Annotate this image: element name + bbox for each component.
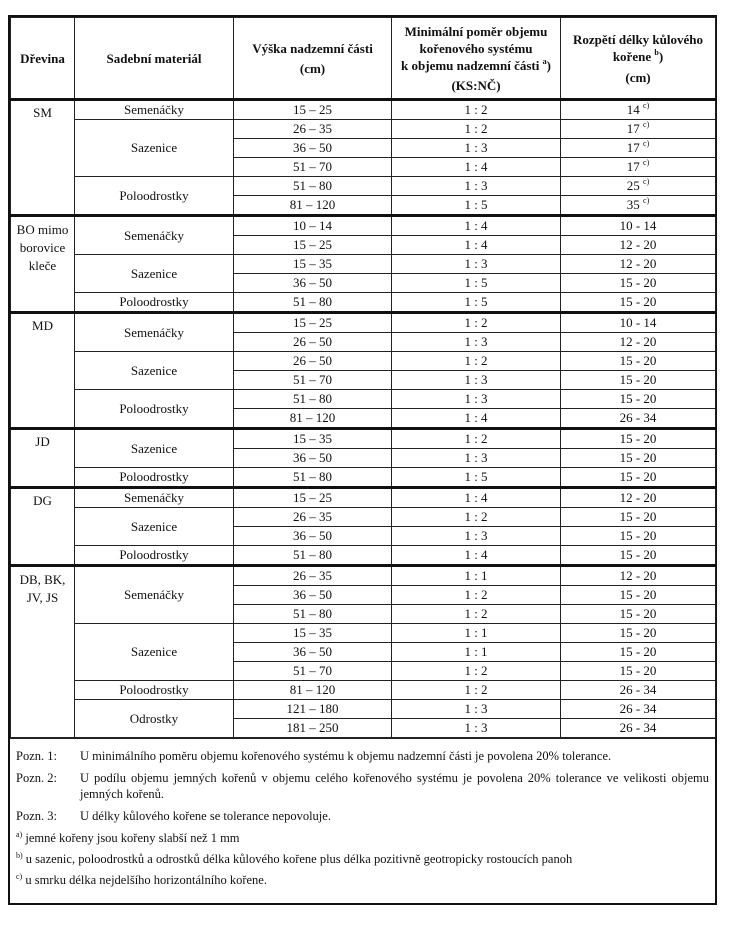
planting-material-cell: Sazenice	[75, 429, 234, 468]
footnote-mark-c: c)	[643, 196, 650, 205]
root-length-cell	[561, 605, 716, 624]
height-cell: 81 – 120	[234, 196, 392, 216]
root-length-value: 15 - 20	[619, 372, 657, 387]
ratio-cell: 1 : 3	[392, 449, 561, 468]
tree-species-cell: SM	[11, 100, 75, 216]
header-row	[11, 18, 716, 100]
footnote-mark-b: b	[654, 47, 659, 57]
ratio-cell: 1 : 5	[392, 293, 561, 313]
header-ratio-paren: )	[546, 57, 551, 73]
height-cell: 36 – 50	[234, 643, 392, 662]
ratio-cell: 1 : 3	[392, 371, 561, 390]
tree-species-cell: JD	[11, 429, 75, 488]
root-length-cell	[561, 293, 716, 313]
root-length-value: 15 - 20	[619, 391, 657, 406]
ratio-cell: 1 : 1	[392, 624, 561, 643]
height-cell: 15 – 35	[234, 255, 392, 274]
root-length-cell	[561, 643, 716, 662]
note-text: U délky kůlového kořene se tolerance nepovoluje.	[80, 809, 331, 823]
ratio-cell: 1 : 5	[392, 196, 561, 216]
ratio-cell: 1 : 2	[392, 605, 561, 624]
table-row	[11, 681, 716, 700]
table-row	[11, 120, 716, 139]
notes-list	[16, 748, 709, 824]
root-length-value: 12 - 20	[619, 334, 657, 349]
root-length-cell	[561, 390, 716, 409]
root-length-cell	[561, 352, 716, 371]
root-length-value: 15 - 20	[619, 644, 657, 659]
height-cell: 51 – 70	[234, 158, 392, 177]
height-cell: 51 – 80	[234, 177, 392, 196]
table-row	[11, 352, 716, 371]
tree-species-cell: BO mimo borovice kleče	[11, 216, 75, 313]
header-ratio-unit: (KS:NČ)	[451, 77, 501, 93]
root-length-value: 17	[626, 159, 640, 174]
footnote-mark-c: c)	[643, 158, 650, 167]
planting-material-cell: Poloodrostky	[75, 681, 234, 700]
table-row	[11, 100, 716, 120]
planting-material-cell: Semenáčky	[75, 100, 234, 120]
footnote-text: u smrku délka nejdelšího horizontálního kořene.	[22, 873, 267, 887]
note-item	[16, 748, 709, 764]
root-length-value: 15 - 20	[619, 509, 657, 524]
root-length-cell	[561, 409, 716, 429]
note-item	[16, 770, 709, 802]
root-length-value: 15 - 20	[619, 469, 657, 484]
root-length-value: 15 - 20	[619, 450, 657, 465]
tree-species-cell: DG	[11, 488, 75, 566]
note-text: U minimálního poměru objemu kořenového systému k objemu nadzemní části je povolena 20% tolerance.	[80, 749, 612, 763]
root-length-value: 25	[626, 178, 640, 193]
height-cell: 15 – 25	[234, 488, 392, 508]
root-length-cell	[561, 120, 716, 139]
ratio-cell: 1 : 2	[392, 508, 561, 527]
note-label: Pozn. 3:	[16, 809, 57, 823]
root-length-value: 15 - 20	[619, 528, 657, 543]
ratio-cell: 1 : 3	[392, 333, 561, 352]
ratio-cell: 1 : 3	[392, 177, 561, 196]
root-length-cell	[561, 333, 716, 352]
root-length-value: 35	[626, 197, 640, 212]
root-ratio-table	[10, 17, 716, 738]
planting-material-cell: Poloodrostky	[75, 390, 234, 429]
root-length-cell	[561, 468, 716, 488]
ratio-cell: 1 : 2	[392, 352, 561, 371]
height-cell: 10 – 14	[234, 216, 392, 236]
footnote-mark: a)	[16, 830, 23, 839]
ratio-cell: 1 : 4	[392, 546, 561, 566]
footnotes-list	[16, 830, 709, 888]
height-cell: 36 – 50	[234, 527, 392, 546]
root-length-value: 15 - 20	[619, 625, 657, 640]
ratio-cell: 1 : 2	[392, 120, 561, 139]
ratio-cell: 1 : 2	[392, 681, 561, 700]
root-length-cell	[561, 546, 716, 566]
ratio-cell: 1 : 2	[392, 100, 561, 120]
root-length-cell	[561, 177, 716, 196]
height-cell: 181 – 250	[234, 719, 392, 738]
root-length-value: 17	[626, 121, 640, 136]
height-cell: 26 – 50	[234, 333, 392, 352]
planting-material-cell: Semenáčky	[75, 566, 234, 624]
height-cell: 26 – 50	[234, 352, 392, 371]
table-row	[11, 255, 716, 274]
root-length-value: 15 - 20	[619, 431, 657, 446]
planting-material-cell: Sazenice	[75, 120, 234, 177]
ratio-cell: 1 : 4	[392, 236, 561, 255]
height-cell: 36 – 50	[234, 449, 392, 468]
ratio-cell: 1 : 3	[392, 527, 561, 546]
footnote-mark-c: c)	[643, 101, 650, 110]
height-cell: 26 – 35	[234, 566, 392, 586]
ratio-cell: 1 : 3	[392, 719, 561, 738]
standards-table-container	[8, 15, 717, 905]
root-length-cell	[561, 196, 716, 216]
header-tree-label: Dřevina	[20, 50, 65, 66]
root-length-cell	[561, 216, 716, 236]
height-cell: 81 – 120	[234, 681, 392, 700]
root-length-cell	[561, 313, 716, 333]
header-ratio-line3	[392, 57, 560, 74]
footnote-mark-c: c)	[643, 177, 650, 186]
header-ratio	[392, 18, 561, 100]
height-cell: 15 – 25	[234, 100, 392, 120]
root-length-cell	[561, 429, 716, 449]
table-row	[11, 177, 716, 196]
table-row	[11, 313, 716, 333]
note-label: Pozn. 1:	[16, 749, 57, 763]
ratio-cell: 1 : 3	[392, 255, 561, 274]
header-root-unit: (cm)	[625, 69, 651, 85]
root-length-cell	[561, 255, 716, 274]
planting-material-cell: Semenáčky	[75, 216, 234, 255]
root-length-value: 12 - 20	[619, 568, 657, 583]
height-cell: 15 – 25	[234, 313, 392, 333]
height-cell: 121 – 180	[234, 700, 392, 719]
root-length-cell	[561, 158, 716, 177]
root-length-cell	[561, 566, 716, 586]
ratio-cell: 1 : 5	[392, 274, 561, 293]
table-row	[11, 624, 716, 643]
height-cell: 36 – 50	[234, 586, 392, 605]
root-length-value: 15 - 20	[619, 606, 657, 621]
root-length-value: 26 - 34	[619, 682, 657, 697]
footnote-mark-c: c)	[643, 139, 650, 148]
ratio-cell: 1 : 2	[392, 429, 561, 449]
planting-material-cell: Poloodrostky	[75, 468, 234, 488]
header-root-paren: )	[658, 48, 664, 64]
height-cell: 26 – 35	[234, 120, 392, 139]
height-cell: 26 – 35	[234, 508, 392, 527]
table-row	[11, 488, 716, 508]
height-cell: 51 – 70	[234, 662, 392, 681]
header-height-label: Výška nadzemní části	[252, 40, 373, 56]
root-length-value: 10 - 14	[619, 315, 657, 330]
root-length-value: 15 - 20	[619, 294, 657, 309]
ratio-cell: 1 : 3	[392, 390, 561, 409]
root-length-cell	[561, 274, 716, 293]
ratio-cell: 1 : 3	[392, 700, 561, 719]
ratio-cell: 1 : 1	[392, 643, 561, 662]
root-length-value: 26 - 34	[619, 410, 657, 425]
planting-material-cell: Semenáčky	[75, 313, 234, 352]
height-cell: 81 – 120	[234, 409, 392, 429]
planting-material-cell: Poloodrostky	[75, 293, 234, 313]
root-length-cell	[561, 586, 716, 605]
height-cell: 51 – 70	[234, 371, 392, 390]
root-length-value: 15 - 20	[619, 275, 657, 290]
header-ratio-line3-text: k objemu nadzemní části	[401, 57, 540, 73]
header-ratio-line1: Minimální poměr objemu	[404, 23, 548, 39]
height-cell: 51 – 80	[234, 293, 392, 313]
ratio-cell: 1 : 5	[392, 468, 561, 488]
planting-material-cell: Semenáčky	[75, 488, 234, 508]
footnote-text: jemné kořeny jsou kořeny slabší než 1 mm	[22, 831, 240, 845]
planting-material-cell: Odrostky	[75, 700, 234, 738]
height-cell: 51 – 80	[234, 546, 392, 566]
root-length-value: 17	[626, 140, 640, 155]
root-length-value: 15 - 20	[619, 587, 657, 602]
root-length-cell	[561, 508, 716, 527]
header-tree	[11, 18, 75, 100]
table-row	[11, 508, 716, 527]
tree-species-cell: DB, BK, JV, JS	[11, 566, 75, 738]
footnote-mark-a: a	[542, 56, 547, 66]
ratio-cell: 1 : 4	[392, 488, 561, 508]
height-cell: 51 – 80	[234, 605, 392, 624]
height-cell: 15 – 35	[234, 429, 392, 449]
table-row	[11, 429, 716, 449]
root-length-cell	[561, 236, 716, 255]
height-cell: 36 – 50	[234, 274, 392, 293]
header-root-line2-text: kořene	[612, 48, 652, 64]
planting-material-cell: Poloodrostky	[75, 177, 234, 216]
footnote-mark: b)	[16, 851, 23, 860]
height-cell: 51 – 80	[234, 468, 392, 488]
table-row	[11, 700, 716, 719]
note-text: U podílu objemu jemných kořenů v objemu celého kořenového systému je povolena 20% tolerance ve velikosti objemu jemných kořenů.	[80, 771, 709, 801]
planting-material-cell: Sazenice	[75, 255, 234, 293]
ratio-cell: 1 : 4	[392, 216, 561, 236]
footnote-mark-c: c)	[643, 120, 650, 129]
header-material-label: Sadební materiál	[106, 50, 202, 66]
table-row	[11, 293, 716, 313]
root-length-value: 15 - 20	[619, 547, 657, 562]
root-length-cell	[561, 100, 716, 120]
ratio-cell: 1 : 1	[392, 566, 561, 586]
ratio-cell: 1 : 2	[392, 586, 561, 605]
root-length-cell	[561, 700, 716, 719]
table-row	[11, 216, 716, 236]
header-height	[234, 18, 392, 100]
planting-material-cell: Sazenice	[75, 624, 234, 681]
header-ratio-line2: kořenového systému	[419, 40, 533, 56]
root-length-cell	[561, 527, 716, 546]
root-length-value: 26 - 34	[619, 701, 657, 716]
root-length-value: 10 - 14	[619, 218, 657, 233]
note-item	[16, 808, 709, 824]
ratio-cell: 1 : 4	[392, 409, 561, 429]
root-length-cell	[561, 662, 716, 681]
table-row	[11, 468, 716, 488]
root-length-value: 26 - 34	[619, 720, 657, 735]
header-root-line1: Rozpětí délky kůlového	[572, 31, 703, 47]
footnote-item	[16, 872, 709, 888]
root-length-value: 12 - 20	[619, 256, 657, 271]
table-row	[11, 546, 716, 566]
root-length-value: 14	[626, 102, 640, 117]
table-row	[11, 566, 716, 586]
root-length-value: 12 - 20	[619, 490, 657, 505]
root-length-cell	[561, 371, 716, 390]
header-material	[75, 18, 234, 100]
height-cell: 15 – 35	[234, 624, 392, 643]
tree-species-cell: MD	[11, 313, 75, 429]
footnote-item	[16, 830, 709, 846]
root-length-value: 12 - 20	[619, 237, 657, 252]
ratio-cell: 1 : 2	[392, 662, 561, 681]
root-length-cell	[561, 624, 716, 643]
root-length-cell	[561, 449, 716, 468]
root-length-cell	[561, 681, 716, 700]
table-body	[11, 100, 716, 738]
ratio-cell: 1 : 4	[392, 158, 561, 177]
root-length-cell	[561, 139, 716, 158]
root-length-value: 15 - 20	[619, 663, 657, 678]
height-cell: 15 – 25	[234, 236, 392, 255]
planting-material-cell: Sazenice	[75, 352, 234, 390]
footnote-mark: c)	[16, 872, 23, 881]
header-root-length	[561, 18, 716, 100]
root-length-value: 15 - 20	[619, 353, 657, 368]
footnote-text: u sazenic, poloodrostků a odrostků délka kůlového kořene plus délka pozitivně geotropicky rostoucích panoh	[22, 852, 573, 866]
footnote-item	[16, 851, 709, 867]
height-cell: 36 – 50	[234, 139, 392, 158]
note-label: Pozn. 2:	[16, 771, 57, 785]
header-height-unit: (cm)	[299, 60, 326, 76]
header-root-line2	[561, 48, 715, 65]
table-row	[11, 390, 716, 409]
notes-section	[10, 738, 715, 903]
root-length-cell	[561, 719, 716, 738]
planting-material-cell: Poloodrostky	[75, 546, 234, 566]
height-cell: 51 – 80	[234, 390, 392, 409]
planting-material-cell: Sazenice	[75, 508, 234, 546]
ratio-cell: 1 : 2	[392, 313, 561, 333]
root-length-cell	[561, 488, 716, 508]
ratio-cell: 1 : 3	[392, 139, 561, 158]
